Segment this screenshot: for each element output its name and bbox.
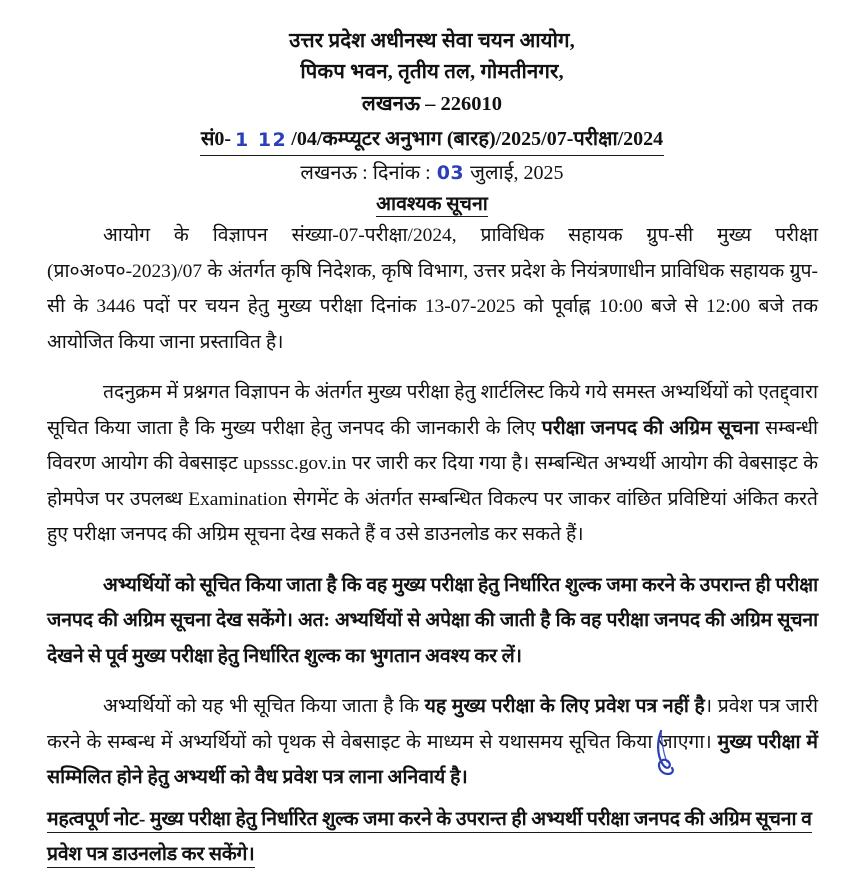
paragraph-4 (47, 689, 818, 796)
paragraph-3-text: अभ्यर्थियों को सूचित किया जाता है कि वह मुख्य परीक्षा हेतु निर्धारित शुल्क जमा करने के उपरान्त ही परीक्षा जनपद की अग्रिम सूचना देख सकेंगे। अत: अभ्यर्थियों से अपेक्षा की जाती है कि वह परीक्षा जनपद की अग्रिम सूचना देखने से पूर्व मुख्य परीक्षा हेतु निर्धारित शुल्क का भुगतान अवश्य कर लें। (47, 574, 818, 667)
important-note-label: महत्वपूर्ण नोट- (47, 808, 146, 830)
important-note-text: मुख्य परीक्षा हेतु निर्धारित शुल्क जमा करने के उपरान्त ही अभ्यर्थी परीक्षा जनपद की अग्रिम सूचना व प्रवेश पत्र डाउनलोड कर सकेंगे। (47, 808, 812, 865)
paragraph-4-text-middle: । प्रवेश पत्र जारी करने के सम्बन्ध में अभ्यर्थियों को पृथक से वेबसाइट के माध्यम से यथासमय सूचित किया जाएगा। (47, 696, 818, 753)
paragraph-2-text-after-bold: सम्बन्धी विवरण आयोग की वेबसाइट upsssc.gov.in पर जारी कर दिया गया है। सम्बन्धित अभ्यर्थी आयोग की वेबसाइट के होमपेज पर उपलब्ध Examination सेगमेंट के अंतर्गत सम्बन्धित विकल्प पर जाकर वांछित प्रविष्टियां अंकित करते हुए परीक्षा जनपद की अग्रिम सूचना देख सकते हैं व उसे डाउनलोड कर सकते हैं। (47, 417, 818, 545)
paragraph-4-bold-phrase-2: मुख्य परीक्षा में सम्मिलित होने हेतु अभ्यर्थी को वैध प्रवेश पत्र लाना अनिवार्य है। (47, 731, 818, 788)
paragraph-1 (47, 218, 818, 360)
date-place-label: लखनऊ : दिनांक : (300, 162, 431, 184)
reference-line-underlined (200, 124, 664, 156)
paragraph-2-bold-phrase: परीक्षा जनपद की अग्रिम सूचना (541, 417, 760, 439)
paragraph-3 (47, 568, 818, 675)
paragraph-4-text-intro: अभ्यर्थियों को यह भी सूचित किया जाता है कि (103, 696, 425, 717)
page-title (0, 191, 864, 218)
date-handwritten-day: 03 (436, 162, 465, 184)
paragraph-2-text-before-bold: तदनुक्रम में प्रश्नगत विज्ञापन के अंतर्गत मुख्य परीक्षा हेतु शार्टलिस्ट किये गये समस्त अभ्यर्थियों को एतद्द्वारा सूचित किया जाता है कि मुख्य परीक्षा हेतु जनपद की जानकारी के लिए (47, 382, 818, 439)
date-month-year: जुलाई, 2025 (470, 162, 564, 184)
reference-handwritten-number: 1 12 (235, 129, 288, 151)
document-body (47, 218, 818, 873)
reference-prefix: सं0- (200, 128, 231, 150)
letterhead (0, 0, 864, 121)
reference-suffix: /04/कम्प्यूटर अनुभाग (बारह)/2025/07-परीक्षा/2024 (291, 128, 664, 150)
paragraph-4-bold-phrase-1: यह मुख्य परीक्षा के लिए प्रवेश पत्र नहीं है (424, 696, 705, 717)
reference-line (0, 124, 864, 156)
paragraph-1-text: आयोग के विज्ञापन संख्या-07-परीक्षा/2024, प्राविधिक सहायक ग्रुप-सी मुख्य परीक्षा (प्रा०अ०प०-2023)/07 के अंतर्गत कृषि निदेशक, कृषि विभाग, उत्तर प्रदेश के नियंत्रणाधीन प्राविधिक सहायक ग्रुप-सी के 3446 पदों पर चयन हेतु मुख्य परीक्षा दिनांक 13-07-2025 को पूर्वाह्न 10:00 बजे से 12:00 बजे तक आयोजित किया जाना प्रस्तावित है। (47, 225, 818, 353)
important-note (47, 802, 818, 873)
organization-city-pin: लखनऊ – 226010 (361, 93, 503, 115)
page-title-text: आवश्यक सूचना (376, 194, 488, 215)
important-note-underlined (47, 809, 812, 869)
paragraph-2 (47, 375, 818, 553)
date-line (0, 159, 864, 187)
organization-address: पिकप भवन, तृतीय तल, गोमतीनगर, (300, 61, 564, 83)
organization-name: उत्तर प्रदेश अधीनस्थ सेवा चयन आयोग, (289, 30, 575, 52)
